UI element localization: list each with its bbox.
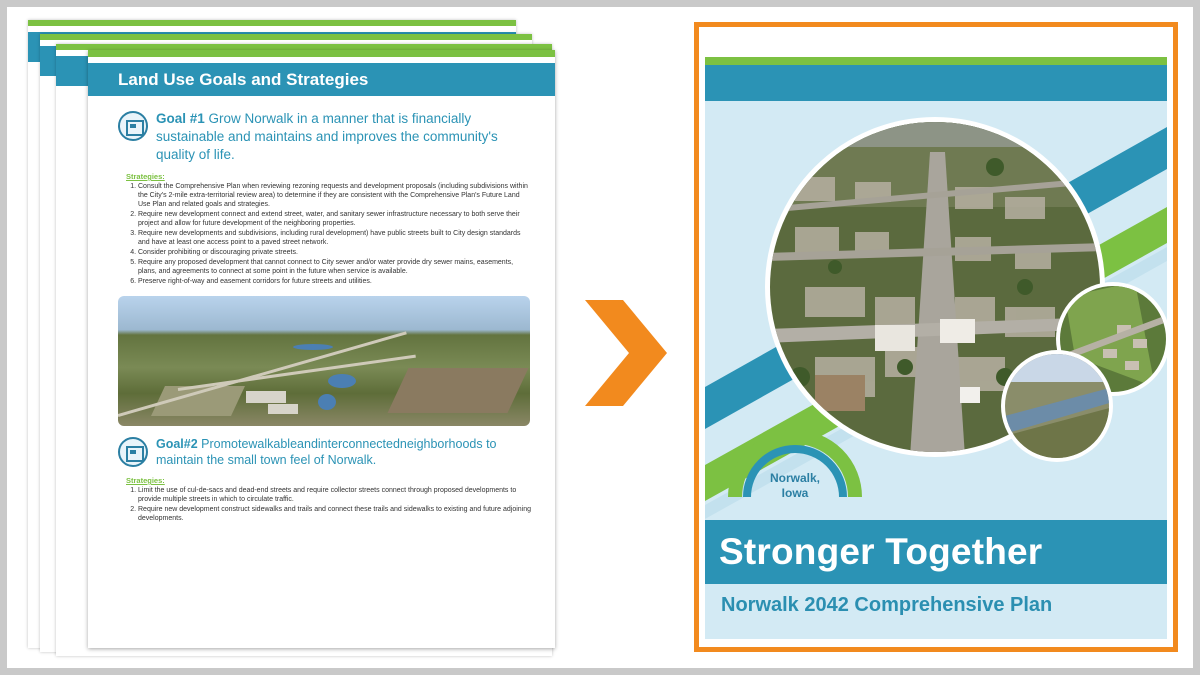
strategies-label: Strategies:: [126, 172, 165, 181]
goal-map-icon: [118, 111, 148, 141]
logo-state: Iowa: [781, 486, 809, 500]
goal-map-icon: [118, 437, 148, 467]
goal-1-text: Grow Norwalk in a manner that is financially sustainable and maintains and improves the community's quality of life.: [156, 111, 498, 162]
strategies-list: [126, 486, 531, 523]
strategies-label: Strategies:: [126, 476, 165, 485]
strategy-item: 2. Require new development construct sidewalks and trails and connect these trails and sidewalks to existing and future adjoining developments.: [138, 505, 531, 523]
goal-1-strategies: [88, 164, 555, 286]
cover-subtitle: Norwalk 2042 Comprehensive Plan: [721, 594, 1053, 616]
logo-text: [760, 471, 830, 501]
goal-2-strategies: [88, 468, 555, 523]
strategies-list: [126, 182, 531, 286]
logo-city: Norwalk,: [769, 471, 820, 485]
strategy-item: 1. Consult the Comprehensive Plan when reviewing rezoning requests and development proposals (including subdivisions within the City's 2-mile extra-territorial review area) to determine if they are consistent with the Comprehensive Plan's Future Land Use Plan and related goals and strategies.: [138, 182, 531, 209]
goal-2-text: Promotewalkableandinterconnectedneighborhoods to maintain the small town feel of Norwalk.: [156, 437, 497, 467]
strategy-item: 1. Limit the use of cul-de-sacs and dead-end streets and require collector streets connect through proposed developments to provide multiple streets in which to circulate traffic.: [138, 486, 531, 504]
cover-title: Stronger Together: [719, 531, 1043, 572]
aerial-photo: [118, 296, 530, 426]
goal-2-number: Goal#2: [156, 437, 198, 451]
goal-2-heading: [156, 436, 531, 468]
goal-1-number: Goal #1: [156, 111, 205, 126]
strategy-item: 3. Require new developments and subdivisions, including rural development) have public streets built to City design standards and have at least one access point to a paved street network.: [138, 229, 531, 247]
goal-1-block: [88, 96, 555, 164]
strategy-item: 4. Consider prohibiting or discouraging private streets.: [138, 248, 531, 257]
chevron-right-arrow: [583, 298, 669, 408]
strategy-item: 5. Require any proposed development that cannot connect to City sewer and/or water provide dry sewer mains, easements, plans, and agreements to connect at some point in the future when service is available.: [138, 258, 531, 276]
goal-1-heading: [156, 110, 531, 164]
goal-2-block: [88, 426, 555, 468]
strategy-item: 6. Preserve right-of-way and easement corridors for future streets and utilities.: [138, 277, 531, 286]
strategy-item: 2. Require new development connect and extend street, water, and sanitary sewer infrastructure necessary to both serve their project and allow for future development of the neighboring properties.: [138, 210, 531, 228]
page-header-title: Land Use Goals and Strategies: [88, 63, 555, 96]
document-page: [88, 50, 555, 648]
